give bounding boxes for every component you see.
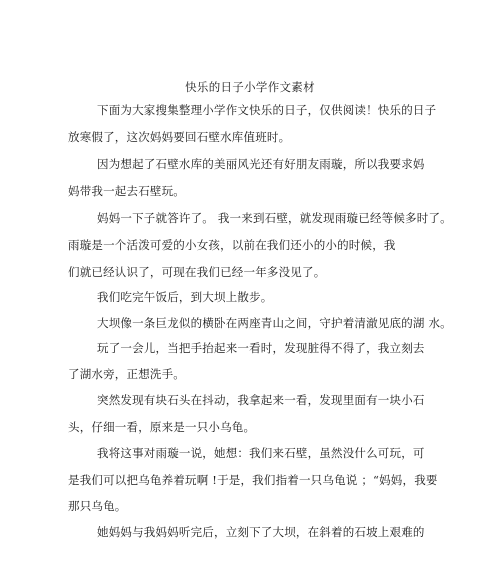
paragraph-line: 雨璇是一个活泼可爱的小女孩，以前在我们还小的小的时候，我	[68, 238, 396, 252]
paragraph-line: 她妈妈与我妈妈听完后，立刻下了大坝，在斜着的石坡上艰难的	[97, 525, 425, 539]
paragraph-line: 玩了一会儿，当把手抬起来一看时，发现脏得不得了，我立刻去	[97, 341, 425, 355]
paragraph-line: 我们吃完午饭后，到大坝上散步。	[97, 290, 273, 304]
paragraph-line: 突然发现有块石头在抖动，我拿起来一看，发现里面有一块小石	[97, 393, 425, 407]
paragraph-line: 放寒假了，这次妈妈要回石壁水库值班时。	[68, 130, 291, 144]
paragraph-line: 那只乌龟。	[68, 499, 127, 513]
paragraph-line: 了湖水旁，正想洗手。	[68, 367, 185, 381]
paragraph-line: 因为想起了石壁水库的美丽风光还有好朋友雨璇，所以我要求妈	[97, 157, 425, 171]
paragraph-line: 是我们可以把乌龟养着玩啊 !于是，我们指着一只乌龟说 ；“妈妈，我要	[68, 473, 438, 487]
paragraph-line: 妈妈一下子就答许了。 我一来到石壁，就发现雨璇已经等候多时了。	[97, 211, 452, 225]
paragraph-line: 妈带我一起去石壁玩。	[68, 184, 185, 198]
paragraph-line: 我将这事对雨璇一说，她想：我们来石壁，虽然没什么可玩，可	[97, 446, 425, 460]
paragraph-line: 头，仔细一看，原来是一只小乌龟。	[68, 420, 256, 434]
document-title: 快乐的日子小学作文素材	[185, 80, 315, 94]
paragraph-line: 下面为大家搜集整理小学作文快乐的日子，仅供阅读！快乐的日子	[97, 103, 437, 117]
paragraph-line: 们就已经认识了，可现在我们已经一年多没见了。	[68, 265, 326, 279]
paragraph-line: 大坝像一条巨龙似的横卧在两座青山之间，守护着清澈见底的湖 水。	[97, 316, 452, 330]
